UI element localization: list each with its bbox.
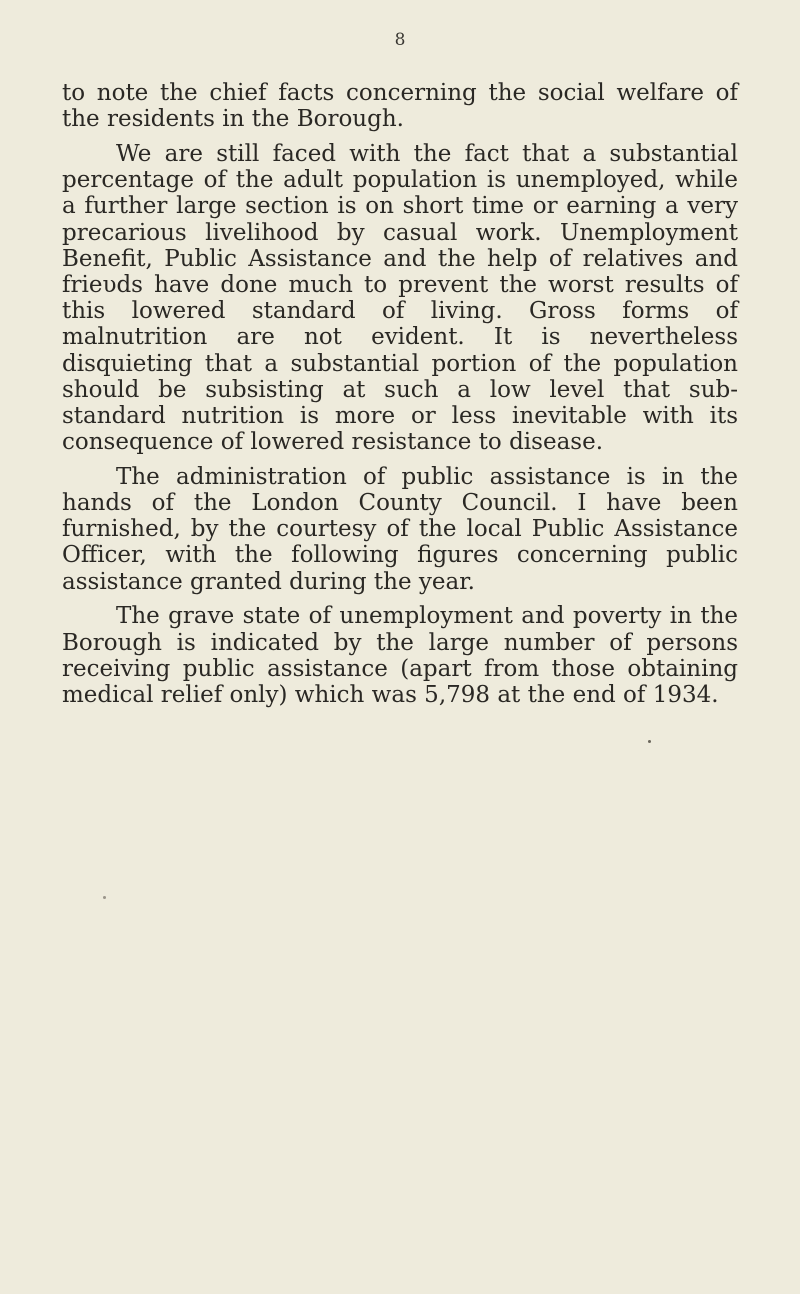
paragraph-poverty: The grave state of unemployment and poverty in the Borough is indicated by the large number of persons receiving public assistance (apart from those obtaining medical relief only) which was 5,798 at the end of 1934. bbox=[62, 603, 738, 708]
page-number: 8 bbox=[394, 30, 406, 50]
stray-mark bbox=[648, 740, 651, 743]
paragraph-unemployment: We are still faced with the fact that a substantial percentage of the adult population is unemployed, while a further large section is on short time or earning a very precarious livelihood by casual work. Unemployment Benefit, Public Assistance and the help of relatives and frieυds have done much to prevent the worst results of this lowered standard of living. Gross forms of malnutrition are not evident. It is nevertheless disquieting that a substantial portion of the population should be subsisting at such a low level that sub-standard nutrition is more or less inevitable with its consequence of lowered resistance to disease. bbox=[62, 140, 738, 456]
paragraph-administration: The administration of public assistance is in the hands of the London County Council. I have been furnished, by the courtesy of the local Public Assistance Officer, with the following figures concerning public assistance granted during the year. bbox=[62, 463, 738, 595]
body-text bbox=[62, 80, 738, 717]
paragraph-continuation: to note the chief facts concerning the social welfare of the residents in the Borough. bbox=[62, 80, 738, 133]
stray-mark-lower bbox=[103, 896, 106, 899]
